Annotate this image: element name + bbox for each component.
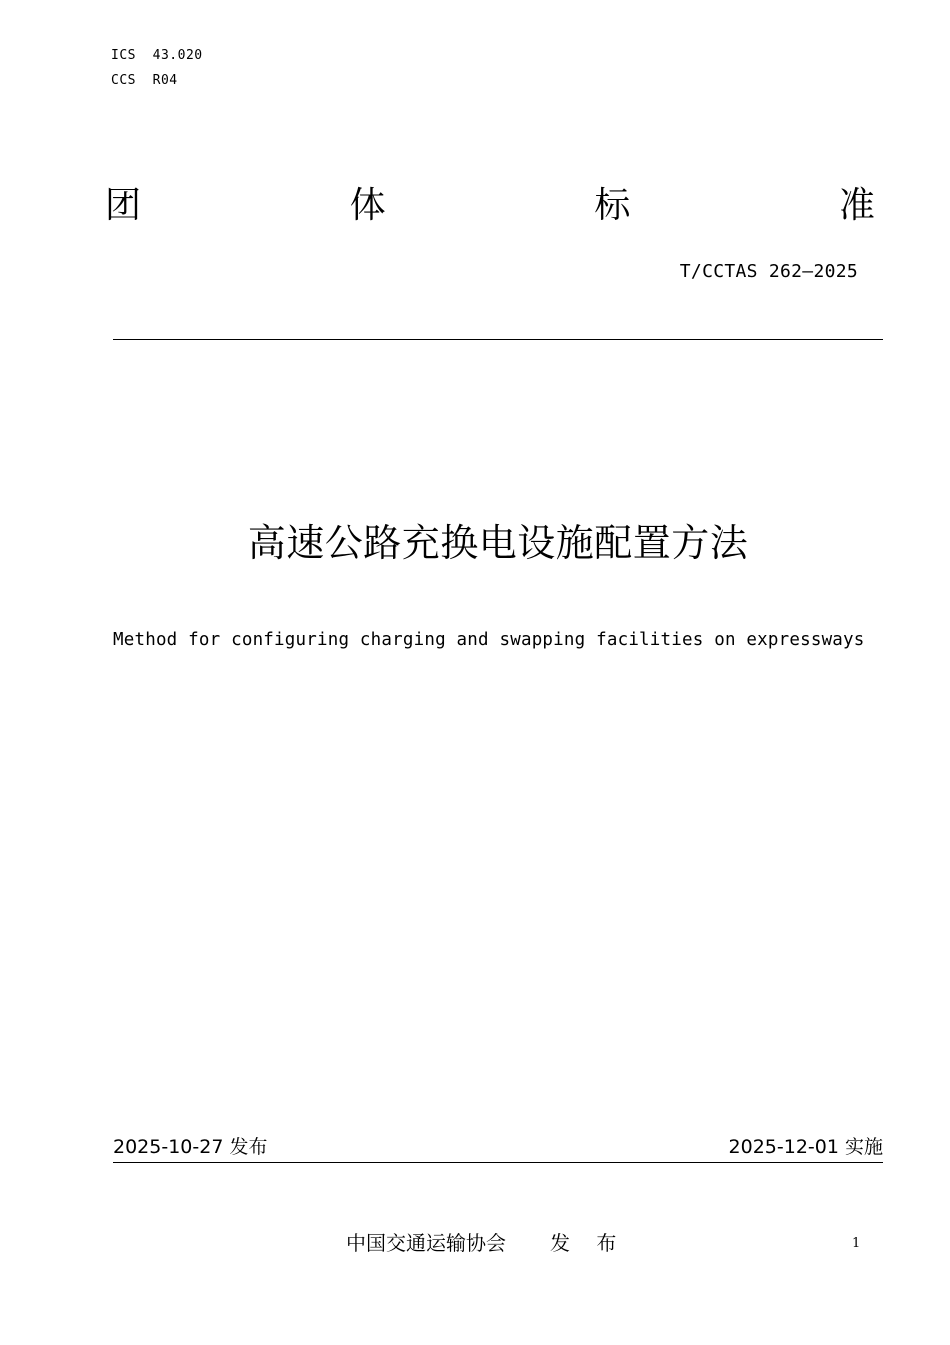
publisher-line xyxy=(346,1227,626,1256)
document-title-english: Method for configuring charging and swapping facilities on expressways xyxy=(113,630,865,650)
standard-type-char: 体 xyxy=(349,185,386,226)
page-number: 1 xyxy=(852,1236,861,1251)
header-divider xyxy=(113,339,883,340)
standard-type-char: 团 xyxy=(105,185,142,226)
standard-type-heading xyxy=(105,186,875,226)
implementation-date: 2025-12-01 实施 xyxy=(728,1136,883,1158)
standard-type-char: 标 xyxy=(594,185,631,226)
footer-divider xyxy=(113,1162,883,1163)
publisher-organization: 中国交通运输协会 xyxy=(346,1231,506,1255)
standard-number: T/CCTAS 262—2025 xyxy=(679,261,858,282)
issue-date: 2025-10-27 发布 xyxy=(113,1136,268,1158)
standard-type-char: 准 xyxy=(838,185,875,226)
ics-code: ICS 43.020 xyxy=(111,48,203,63)
publisher-action: 发 布 xyxy=(550,1231,627,1255)
ccs-code: CCS R04 xyxy=(111,73,178,88)
document-title-chinese: 高速公路充换电设施配置方法 xyxy=(247,521,749,565)
